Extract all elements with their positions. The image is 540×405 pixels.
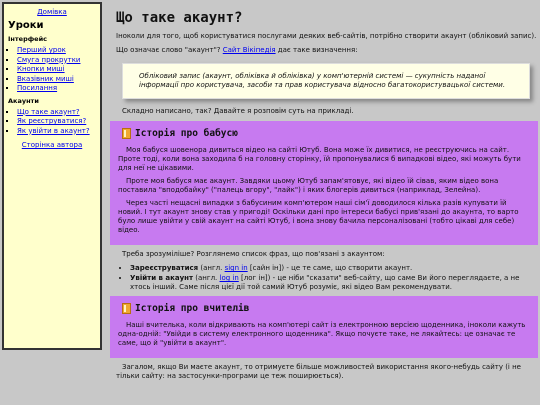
grandma-story-title	[122, 128, 530, 139]
term-name: Увійти в акаунт	[130, 274, 194, 282]
term-text: [сайн ін]) - це те саме, що створити акаунт.	[247, 264, 413, 272]
sidebar-link-mouse-pointer[interactable]: Вказівник миші	[17, 74, 74, 83]
term-text: (англ.	[198, 264, 225, 272]
term-item	[130, 264, 538, 273]
complex-paragraph: Складно написано, так? Давайте я розповім суть на прикладі.	[122, 107, 354, 115]
sidebar-link-scrollbar[interactable]: Смуга прокрутки	[17, 55, 81, 64]
term-en-link[interactable]: log in	[219, 274, 239, 282]
term-en-link[interactable]: sign in	[224, 264, 248, 272]
sidebar-link-links[interactable]: Посилання	[17, 84, 58, 92]
sidebar-link-first-lesson[interactable]: Перший урок	[17, 46, 66, 54]
term-item	[130, 274, 538, 292]
book-icon	[122, 303, 131, 314]
definition-quote: Обліковий запис (акаунт, облікiвка й облікiвка) у комп'ютерній системі — сукупність наданої інформації про користувача, засоби та прав користувача відносно багатокористувацької системи.	[122, 63, 530, 99]
author-page-link[interactable]: Сторінка автора	[21, 141, 83, 149]
teachers-story-panel	[110, 296, 538, 358]
summary-paragraph: Загалом, якщо Ви маєте акаунт, то отримуєте більше можливостей використання якого-небудь сайту (і не тільки сайту: на застосунки-програми це теж поширюється).	[116, 363, 521, 380]
sidebar-list-interface	[8, 46, 96, 93]
story-paragraph: Моя бабуся шовенора дивиться відео на сайті Ютуб. Вона може їх дивитися, не реєструючись на сайт. Проте тоді, коли вона заходила б на головну сторінку, їй пропонувалися б випадкові відео, які можуть бути для неї не цікавими.	[118, 146, 521, 172]
story-paragraph: Наші вчителька, коли відкривають на комп'ютері сайт із електронною версією щоденника, іноколи кажуть одна-одній: "Увійди в систему електронного щоденника". Якщо почуєте таке, не лякайтесь: це означає те саме, що й "увійти в акаунт".	[118, 321, 526, 347]
sidebar-item	[17, 56, 96, 65]
intro-paragraph: Іноколи для того, щоб користуватися послугами деяких веб-сайтів, потрібно створити акаунт (обліковий запис).	[116, 32, 537, 40]
story-paragraph: Проте моя бабуся має акаунт. Завдяки цьому Ютуб запам'ятовує, які відео їй сівав, яким відео вона поставила "вподобайку" ("палець вгору", "лайк") і яких блогерів дивиться (наприклад, Зелейна).	[118, 177, 499, 194]
wiki-paragraph	[116, 46, 538, 55]
teachers-story-title	[122, 303, 530, 314]
page-title: Що таке акаунт?	[116, 10, 243, 26]
sidebar-link-how-to-register[interactable]: Як реєструватися?	[17, 117, 87, 125]
sidebar	[2, 2, 102, 350]
terms-list	[116, 264, 538, 292]
wikipedia-link[interactable]: Сайт Вікіпедія	[222, 46, 276, 54]
home-link[interactable]: Домівка	[37, 8, 67, 16]
grandma-story-heading: Історія про бабусю	[135, 128, 238, 139]
term-text: (англ.	[193, 274, 220, 282]
sidebar-section-interface: Інтерфейс	[8, 35, 48, 43]
book-icon	[122, 128, 131, 139]
term-text: [лог ін]) - це ніби "сказати" веб-сайту, що саме Ви його переглядаєте, а не хтось інший. Саме після цієї дії той самий Ютуб розуміє, які відео Вам рекомендувати.	[130, 274, 520, 291]
wiki-text-before: Що означає слово "акаунт"?	[116, 46, 223, 54]
sidebar-item	[17, 117, 96, 126]
sidebar-item	[17, 127, 96, 136]
sidebar-link-mouse-buttons[interactable]: Кнопки миші	[17, 65, 65, 73]
sidebar-link-how-to-login[interactable]: Як увійти в акаунт?	[17, 126, 90, 135]
sidebar-item	[17, 46, 96, 55]
sidebar-link-what-is-account[interactable]: Що таке акаунт?	[17, 107, 80, 116]
sidebar-title: Уроки	[8, 20, 44, 31]
teachers-story-heading: Історія про вчителів	[135, 303, 250, 314]
grandma-story-panel	[110, 121, 538, 245]
story-paragraph: Через часті нещасні випадки з бабусиним комп'ютером наші сім'ї доводилося кілька разів купувати їй новий. І тут акаунт знову став у пригоді! Оскільки дані про інтереси бабусі прив'язані до акаунта, то варто було лише увійти у свій акаунт на сайті Ютуб, і вона знову бачила персоналізовані (тобто цікаві для себе) відео.	[118, 199, 519, 234]
terms-intro: Треба зрозуміліше? Розглянемо список фраз, що пов'язані з акаунтом:	[122, 250, 385, 258]
sidebar-section-accounts: Акаунти	[8, 96, 39, 105]
sidebar-item	[17, 84, 96, 93]
term-name: Зареєструватися	[130, 264, 199, 272]
main-content	[110, 2, 538, 386]
sidebar-item	[17, 65, 96, 74]
sidebar-item	[17, 108, 96, 117]
sidebar-list-accounts	[8, 108, 96, 136]
sidebar-item	[17, 75, 96, 84]
wiki-text-after: дає таке визначення:	[275, 46, 358, 54]
